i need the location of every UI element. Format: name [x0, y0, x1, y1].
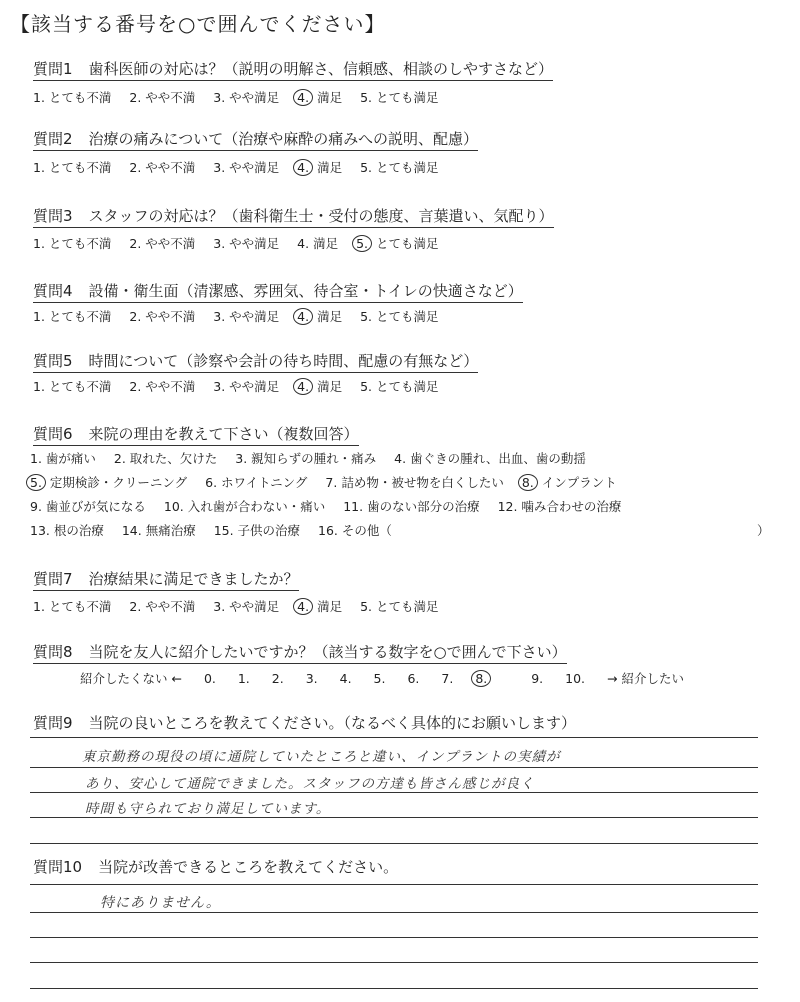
option-1[interactable]: 1. とても不満 — [33, 236, 112, 251]
q2-options — [33, 158, 452, 176]
circled-number: 4. — [293, 159, 313, 176]
question-8 — [33, 641, 567, 664]
circled-number: 5. — [26, 474, 46, 491]
q6-row-3 — [30, 497, 635, 515]
reason-10[interactable]: 10. 入れ歯が合わない・痛い — [163, 499, 326, 514]
answer-line — [30, 817, 758, 818]
question-label: 質問8 — [33, 643, 73, 661]
question-text: スタッフの対応は？（歯科衛生士・受付の態度、言葉遣い、気配り） — [88, 207, 554, 225]
question-text: 時間について（診察や会計の待ち時間、配慮の有無など） — [88, 352, 479, 370]
q1-options — [33, 88, 452, 106]
option-4-circled[interactable]: 4. 満足 — [297, 158, 342, 176]
reason-13[interactable]: 13. 根の治療 — [30, 523, 104, 538]
circled-number: 8. — [518, 474, 538, 491]
answer-line — [30, 843, 758, 844]
option-3[interactable]: 3. やや満足 — [213, 599, 280, 614]
q5-options — [33, 377, 452, 395]
question-label: 質問10 — [33, 858, 83, 876]
option-4-circled[interactable]: 4. 満足 — [297, 377, 342, 395]
option-1[interactable]: 1. とても不満 — [33, 599, 112, 614]
option-3[interactable]: 3. やや満足 — [213, 379, 280, 394]
answer-line — [30, 988, 758, 989]
reason-6[interactable]: 6. ホワイトニング — [205, 475, 308, 490]
reason-12[interactable]: 12. 噛み合わせの治療 — [497, 499, 622, 514]
handwritten-answer-line: 時間も守られており満足しています。 — [85, 801, 331, 817]
option-5-circled[interactable]: 5. とても満足 — [356, 234, 438, 252]
question-label: 質問7 — [33, 570, 73, 588]
option-1[interactable]: 1. とても不満 — [33, 160, 112, 175]
option-1[interactable]: 1. とても不満 — [33, 379, 112, 394]
circled-number: 8. — [471, 670, 491, 687]
reason-3[interactable]: 3. 親知らずの腫れ・痛み — [235, 451, 377, 466]
question-5 — [33, 350, 478, 373]
question-2 — [33, 128, 478, 151]
option-3[interactable]: 3. やや満足 — [213, 309, 280, 324]
circled-number: 5. — [352, 235, 372, 252]
reason-4[interactable]: 4. 歯ぐきの腫れ、出血、歯の動揺 — [394, 451, 586, 466]
circled-number: 4. — [293, 598, 313, 615]
option-2[interactable]: 2. やや不満 — [129, 90, 196, 105]
answer-line — [30, 962, 758, 963]
option-5[interactable]: 5. とても満足 — [360, 160, 439, 175]
question-text: 治療結果に満足できましたか？ — [88, 570, 299, 588]
question-text: 歯科医師の対応は？（説明の明解さ、信頼感、相談のしやすさなど） — [88, 60, 553, 78]
answer-line — [30, 884, 758, 885]
form-header: 【該当する番号を○で囲んでください】 — [10, 12, 386, 36]
question-label: 質問1 — [33, 60, 73, 78]
answer-line — [30, 937, 758, 938]
option-5[interactable]: 5. とても満足 — [360, 599, 439, 614]
circled-number: 4. — [293, 89, 313, 106]
scale-left-label: 紹介したくない ← — [80, 671, 182, 686]
scale-10[interactable]: 10. — [565, 671, 586, 686]
answer-line — [30, 792, 758, 793]
option-2[interactable]: 2. やや不満 — [129, 236, 196, 251]
q6-row-4 — [30, 521, 406, 539]
scale-5[interactable]: 5. — [373, 671, 386, 686]
question-10 — [33, 856, 398, 877]
question-label: 質問6 — [33, 425, 73, 443]
option-5[interactable]: 5. とても満足 — [360, 90, 439, 105]
question-text: 設備・衛生面（清潔感、雰囲気、待合室・トイレの快適さなど） — [88, 282, 523, 300]
question-label: 質問2 — [33, 130, 73, 148]
option-3[interactable]: 3. やや満足 — [213, 90, 280, 105]
question-9 — [33, 712, 576, 733]
question-7 — [33, 568, 299, 591]
question-label: 質問9 — [33, 714, 73, 732]
reason-2[interactable]: 2. 取れた、欠けた — [113, 451, 218, 466]
answer-line — [30, 737, 758, 738]
reason-5-circled[interactable]: 5. 定期検診・クリーニング — [30, 473, 187, 491]
reason-9[interactable]: 9. 歯並びが気になる — [30, 499, 146, 514]
question-text: 当院を友人に紹介したいですか？（該当する数字を○で囲んで下さい） — [88, 643, 567, 661]
option-5[interactable]: 5. とても満足 — [360, 309, 439, 324]
option-4-circled[interactable]: 4. 満足 — [297, 88, 342, 106]
circled-number: 4. — [293, 308, 313, 325]
reason-7[interactable]: 7. 詰め物・被せ物を白くしたい — [325, 475, 504, 490]
question-text: 来院の理由を教えて下さい（複数回答） — [88, 425, 359, 443]
option-5[interactable]: 5. とても満足 — [360, 379, 439, 394]
q6-row-1 — [30, 449, 600, 467]
q7-options — [33, 597, 452, 615]
option-3[interactable]: 3. やや満足 — [213, 236, 280, 251]
scale-right-label: → 紹介したい — [607, 671, 684, 686]
question-label: 質問4 — [33, 282, 73, 300]
question-label: 質問3 — [33, 207, 73, 225]
q3-options — [33, 234, 452, 252]
option-2[interactable]: 2. やや不満 — [129, 160, 196, 175]
question-4 — [33, 280, 523, 303]
reason-1[interactable]: 1. 歯が痛い — [30, 451, 96, 466]
other-close-paren: ） — [757, 523, 770, 538]
question-text: 当院の良いところを教えてください。（なるべく具体的にお願いします） — [88, 714, 577, 732]
question-1 — [33, 58, 553, 81]
answer-line — [30, 912, 758, 913]
option-2[interactable]: 2. やや不満 — [129, 309, 196, 324]
q4-options — [33, 307, 452, 325]
scale-7[interactable]: 7. — [441, 671, 454, 686]
scale-8-circled[interactable] — [475, 671, 509, 686]
option-4[interactable]: 4. 満足 — [297, 236, 339, 251]
scale-4[interactable]: 4. — [339, 671, 352, 686]
reason-11[interactable]: 11. 歯のない部分の治療 — [343, 499, 480, 514]
recommend-scale — [80, 669, 702, 687]
scale-6[interactable]: 6. — [407, 671, 420, 686]
scale-0[interactable]: 0. — [203, 671, 216, 686]
option-2[interactable]: 2. やや不満 — [129, 379, 196, 394]
option-2[interactable]: 2. やや不満 — [129, 599, 196, 614]
q6-row-2 — [30, 473, 631, 491]
question-text: 治療の痛みについて（治療や麻酔の痛みへの説明、配慮） — [88, 130, 478, 148]
question-6 — [33, 423, 359, 446]
question-label: 質問5 — [33, 352, 73, 370]
answer-line — [30, 767, 758, 768]
question-text: 当院が改善できるところを教えてください。 — [98, 858, 399, 876]
option-4-circled[interactable]: 4. 満足 — [297, 307, 342, 325]
question-3 — [33, 205, 554, 228]
option-1[interactable]: 1. とても不満 — [33, 90, 112, 105]
reason-14[interactable]: 14. 無痛治療 — [121, 523, 196, 538]
handwritten-answer-line: 特にありません。 — [100, 895, 221, 911]
handwritten-answer-line: 東京勤務の現役の頃に通院していたところと違い、インプラントの実績が — [82, 749, 561, 765]
scale-3[interactable]: 3. — [305, 671, 318, 686]
reason-16[interactable]: 16. その他（ — [318, 523, 392, 538]
circled-number: 4. — [293, 378, 313, 395]
option-1[interactable]: 1. とても不満 — [33, 309, 112, 324]
option-4-circled[interactable]: 4. 満足 — [297, 597, 342, 615]
reason-8-circled[interactable]: 8. インプラント — [522, 473, 617, 491]
scale-1[interactable]: 1. — [237, 671, 250, 686]
handwritten-answer-line: あり、安心して通院できました。スタッフの方達も皆さん感じが良く — [85, 776, 535, 792]
scale-2[interactable]: 2. — [271, 671, 284, 686]
scale-9[interactable]: 9. — [531, 671, 544, 686]
option-3[interactable]: 3. やや満足 — [213, 160, 280, 175]
reason-15[interactable]: 15. 子供の治療 — [213, 523, 301, 538]
